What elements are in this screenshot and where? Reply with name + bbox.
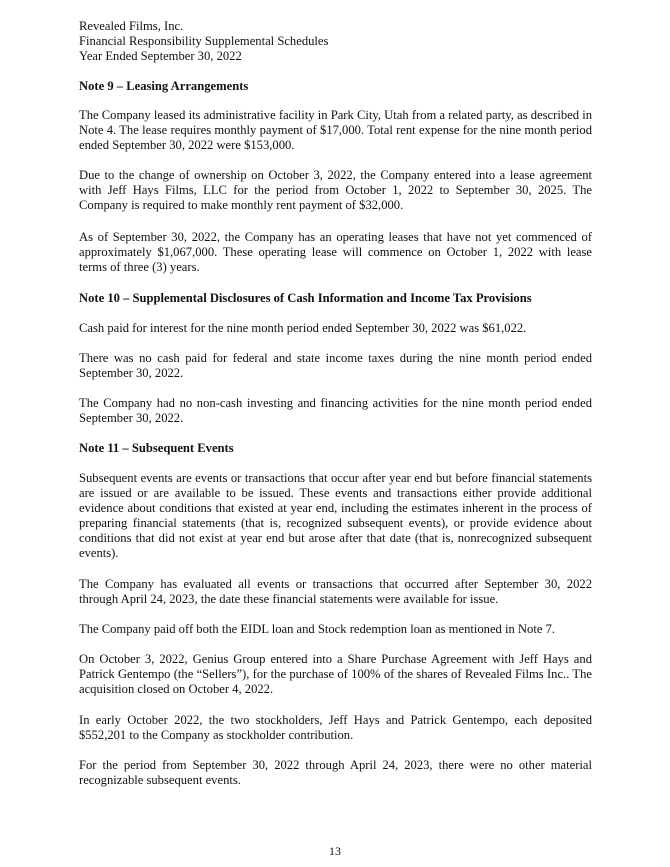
note-9-paragraph-1: The Company leased its administrative facility in Park City, Utah from a related party, as described in Note 4. The lease requires monthly payment of $17,000. Total rent expense for the nine month period ended September 30, 2022 were $153,000. xyxy=(79,108,592,152)
note-10-paragraph-1: Cash paid for interest for the nine month period ended September 30, 2022 was $61,022. xyxy=(79,321,527,335)
note-11-paragraph-4: On October 3, 2022, Genius Group entered into a Share Purchase Agreement with Jeff Hays and Patrick Gentempo (the “Sellers”), for the purchase of 100% of the shares of Revealed Films Inc.. The acquisition closed on October 4, 2022. xyxy=(79,652,592,696)
document-header xyxy=(79,19,592,64)
note-11-paragraph-6: For the period from September 30, 2022 through April 24, 2023, there were no other material recognizable subsequent events. xyxy=(79,758,592,787)
note-9-paragraph-3: As of September 30, 2022, the Company has an operating leases that have not yet commenced of approximately $1,067,000. These operating lease will commence on October 1, 2022 with lease terms of three (3) years. xyxy=(79,230,592,274)
page-number: 13 xyxy=(329,844,341,858)
note-9-paragraph-2: Due to the change of ownership on October 3, 2022, the Company entered into a lease agreement with Jeff Hays Films, LLC for the period from October 1, 2022 to September 30, 2025. The Company is required to make monthly rent payment of $32,000. xyxy=(79,168,592,212)
note-9-heading: Note 9 – Leasing Arrangements xyxy=(79,79,249,93)
note-11-paragraph-1: Subsequent events are events or transactions that occur after year end but before financial statements are issued or are available to be issued. These events and transactions either provide additional evidence about conditions that existed at year end, including the estimates inherent in the process of preparing financial statements (that is, recognized subsequent events), or provide evidence about conditions that did not exist at year end but arose after that date (that is, nonrecognized subsequent events). xyxy=(79,471,592,560)
note-11-paragraph-5: In early October 2022, the two stockholders, Jeff Hays and Patrick Gentempo, each deposited $552,201 to the Company as stockholder contribution. xyxy=(79,713,592,742)
note-10-paragraph-2: There was no cash paid for federal and state income taxes during the nine month period ended September 30, 2022. xyxy=(79,351,592,380)
report-period: Year Ended September 30, 2022 xyxy=(79,49,242,63)
note-10-heading: Note 10 – Supplemental Disclosures of Cash Information and Income Tax Provisions xyxy=(79,291,532,305)
report-title: Financial Responsibility Supplemental Schedules xyxy=(79,34,329,48)
note-11-paragraph-3: The Company paid off both the EIDL loan and Stock redemption loan as mentioned in Note 7. xyxy=(79,622,556,636)
note-11-paragraph-2: The Company has evaluated all events or transactions that occurred after September 30, 2022 through April 24, 2023, the date these financial statements were available for issue. xyxy=(79,577,592,606)
document-page xyxy=(79,19,592,64)
note-11-heading: Note 11 – Subsequent Events xyxy=(79,441,234,455)
company-name: Revealed Films, Inc. xyxy=(79,19,184,33)
note-10-paragraph-3: The Company had no non-cash investing and financing activities for the nine month period ended September 30, 2022. xyxy=(79,396,592,425)
